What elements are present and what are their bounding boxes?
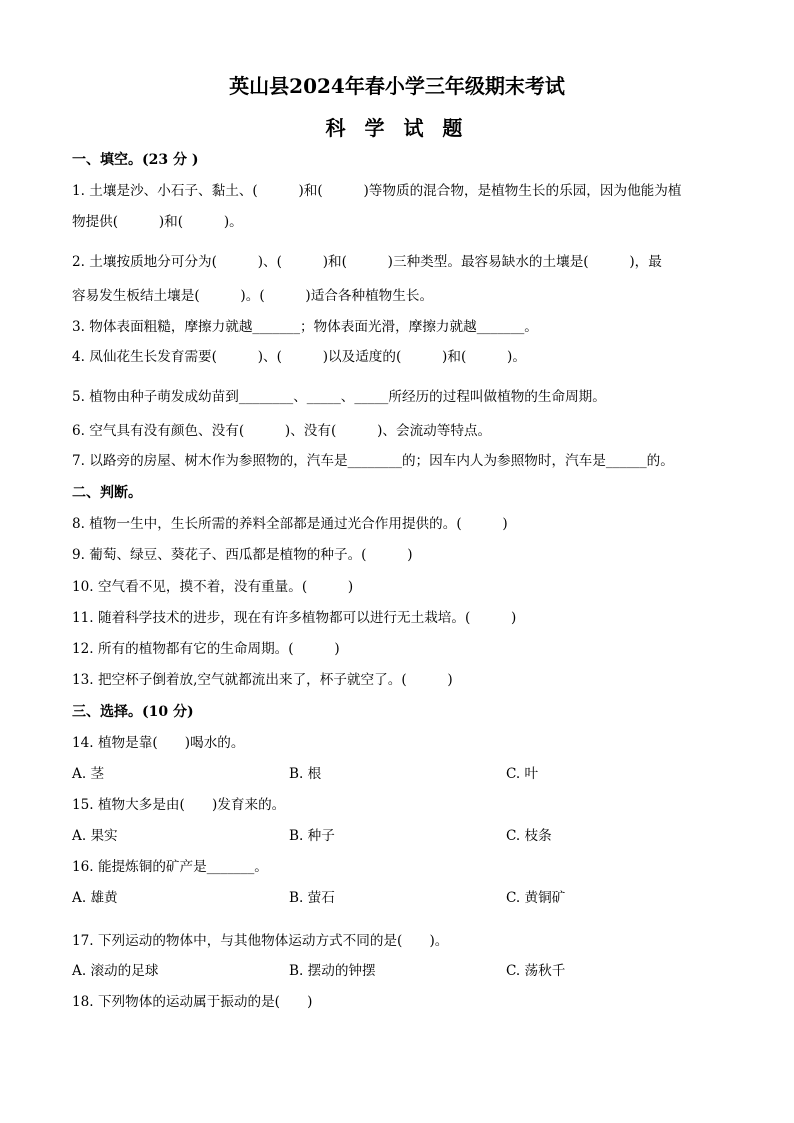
question-13: 13. 把空杯子倒着放,空气就都流出来了，杯子就空了。( ) [72, 672, 453, 688]
q17-option-a: A. 滚动的足球 [72, 963, 159, 979]
q16-option-a: A. 雄黄 [72, 890, 118, 906]
question-1-line-2: 物提供( )和( )。 [72, 214, 243, 230]
q14-option-b: B. 根 [289, 766, 322, 782]
question-8: 8. 植物一生中，生长所需的养料全部都是通过光合作用提供的。( ) [72, 516, 508, 532]
section-heading-choice: 三、选择。(10 分) [72, 704, 194, 720]
q16-option-b: B. 萤石 [289, 890, 335, 906]
question-16: 16. 能提炼铜的矿产是_______。 [72, 859, 268, 875]
question-4: 4. 凤仙花生长发育需要( )、( )以及适度的( )和( )。 [72, 349, 526, 365]
q14-option-a: A. 茎 [72, 766, 105, 782]
question-7: 7. 以路旁的房屋、树木作为参照物的，汽车是________的；因车内人为参照物时，汽车是______的。 [72, 453, 674, 469]
q15-option-c: C. 枝条 [506, 828, 552, 844]
question-17: 17. 下列运动的物体中，与其他物体运动方式不同的是( )。 [72, 933, 449, 949]
question-12: 12. 所有的植物都有它的生命周期。( ) [72, 641, 340, 657]
q17-option-b: B. 摆动的钟摆 [289, 963, 376, 979]
question-2-line-1: 2. 土壤按质地分可分为( )、( )和( )三种类型。最容易缺水的土壤是( )，最 [72, 254, 662, 270]
q15-option-a: A. 果实 [72, 828, 118, 844]
question-6: 6. 空气具有没有颜色、没有( )、没有( )、会流动等特点。 [72, 423, 492, 439]
exam-subtitle: 科 学 试 题 [325, 116, 469, 140]
question-11: 11. 随着科学技术的进步，现在有许多植物都可以进行无土栽培。( ) [72, 610, 517, 626]
q15-option-b: B. 种子 [289, 828, 335, 844]
question-14: 14. 植物是靠( )喝水的。 [72, 735, 245, 751]
question-2-line-2: 容易发生板结土壤是( )。( )适合各种植物生长。 [72, 288, 434, 304]
section-heading-fill: 一、填空。(23 分 ) [72, 152, 199, 168]
question-5: 5. 植物由种子萌发成幼苗到________、_____、_____所经历的过程叫做植物的生命周期。 [72, 389, 606, 405]
question-9: 9. 葡萄、绿豆、葵花子、西瓜都是植物的种子。( ) [72, 547, 413, 563]
question-15: 15. 植物大多是由( )发育来的。 [72, 797, 286, 813]
q17-option-c: C. 荡秋千 [506, 963, 566, 979]
question-1-line-1: 1. 土壤是沙、小石子、黏土、( )和( )等物质的混合物，是植物生长的乐园，因为他能为植 [72, 183, 682, 199]
question-18: 18. 下列物体的运动属于振动的是( ) [72, 994, 313, 1010]
question-10: 10. 空气看不见，摸不着，没有重量。( ) [72, 579, 354, 595]
question-3: 3. 物体表面粗糙，摩擦力就越_______；物体表面光滑，摩擦力就越_______。 [72, 319, 538, 335]
exam-title: 英山县2024年春小学三年级期末考试 [229, 74, 565, 98]
q16-option-c: C. 黄铜矿 [506, 890, 566, 906]
section-heading-judge: 二、判断。 [72, 485, 142, 501]
q14-option-c: C. 叶 [506, 766, 539, 782]
